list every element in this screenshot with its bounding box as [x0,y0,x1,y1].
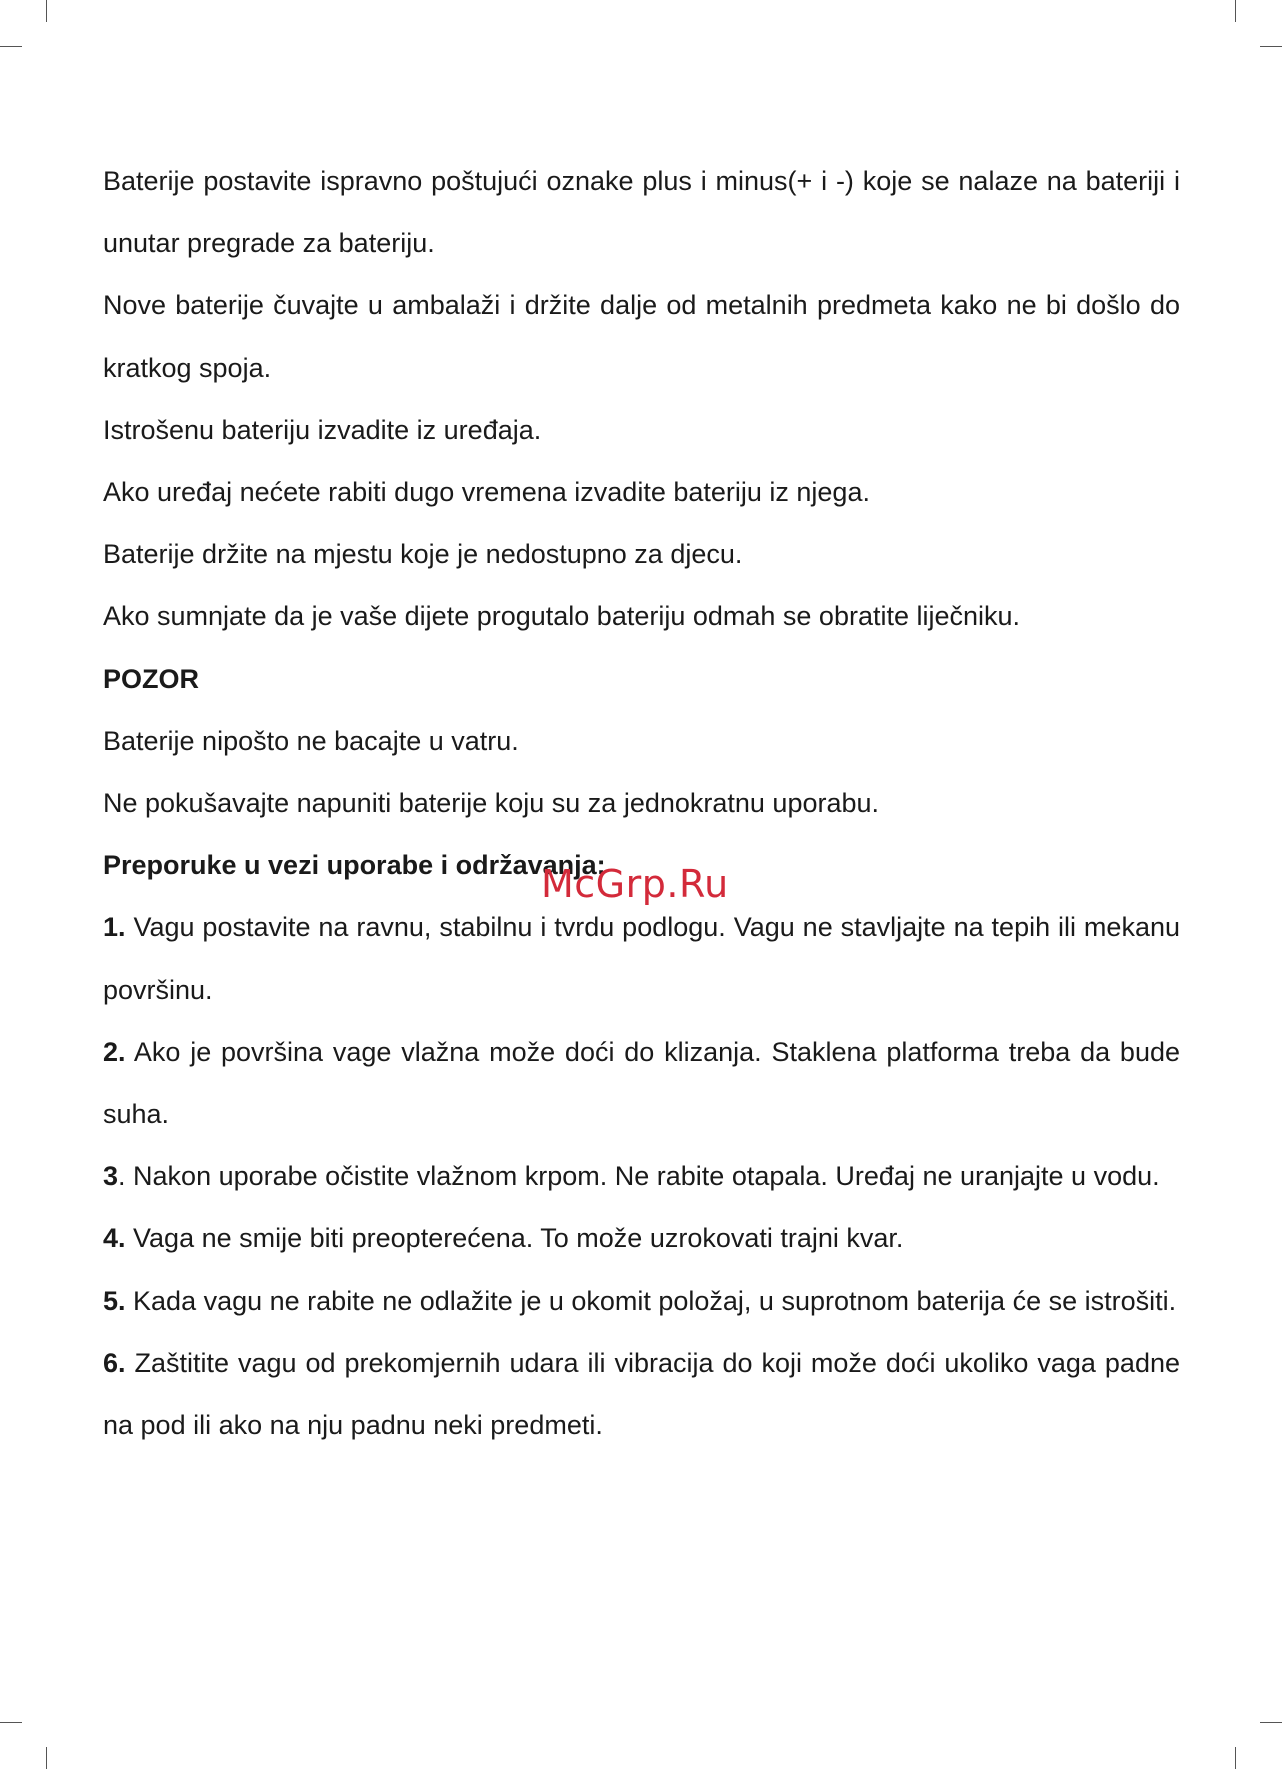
document-body [103,150,1180,1456]
crop-mark [0,46,22,47]
recommendation-item [103,1145,1180,1207]
paragraph: Baterije držite na mjestu koje je nedostupno za djecu. [103,539,743,570]
recommendation-item [103,1021,1180,1145]
item-text: Zaštitite vagu od prekomjernih udara ili vibracija do koji može doći ukoliko vaga padne na pod ili ako na nju padnu neki predmeti. [103,1347,1180,1441]
recommendation-item [103,1270,1180,1332]
item-number: 2. [103,1036,126,1067]
paragraph: Istrošenu bateriju izvadite iz uređaja. [103,414,542,445]
item-text: Ako je površina vage vlažna može doći do klizanja. Staklena platforma treba da bude suha. [103,1036,1180,1130]
paragraph: Ako uređaj nećete rabiti dugo vremena izvadite bateriju iz njega. [103,477,870,508]
item-number: 5. [103,1285,126,1316]
item-number: 1. [103,912,126,943]
warning-item: Ne pokušavajte napuniti baterije koju su za jednokratnu uporabu. [103,788,880,819]
item-number: 3 [103,1161,119,1192]
recommendations-heading: Preporuke u vezi uporabe i održavanja: [103,850,606,881]
crop-mark [1235,1747,1236,1769]
item-text: Vagu postavite na ravnu, stabilnu i tvrdu podlogu. Vagu ne stavljajte na tepih ili mekanu površinu. [103,912,1180,1005]
crop-mark [1260,1722,1282,1723]
crop-mark [0,1722,22,1723]
item-number: 4. [103,1223,126,1254]
recommendation-item [103,1207,1180,1269]
crop-mark [1235,0,1236,22]
recommendation-item [103,896,1180,1020]
crop-mark [1260,46,1282,47]
item-text: Kada vagu ne rabite ne odlažite je u okomit položaj, u suprotnom baterija će se istrošiti. [125,1285,1177,1316]
item-number: 6. [103,1347,126,1378]
paragraph: Baterije postavite ispravno poštujući oznake plus i minus(+ i -) koje se nalaze na bateriji i unutar pregrade za bateriju. [103,166,1180,259]
warning-heading: POZOR [103,663,200,694]
item-text: . Nakon uporabe očistite vlažnom krpom. Ne rabite otapala. Uređaj ne uranjajte u vodu. [118,1161,1160,1192]
paragraph: Nove baterije čuvajte u ambalaži i držite dalje od metalnih predmeta kako ne bi došlo do kratkog spoja. [103,290,1180,383]
crop-mark [46,1747,47,1769]
paragraph: Ako sumnjate da je vaše dijete progutalo bateriju odmah se obratite liječniku. [103,601,1021,632]
recommendation-item [103,1332,1180,1456]
warning-item: Baterije nipošto ne bacajte u vatru. [103,725,519,756]
item-text: Vaga ne smije biti preopterećena. To može uzrokovati trajni kvar. [125,1223,904,1254]
crop-mark [46,0,47,22]
watermark-logo: McGrp.Ru [541,862,729,906]
